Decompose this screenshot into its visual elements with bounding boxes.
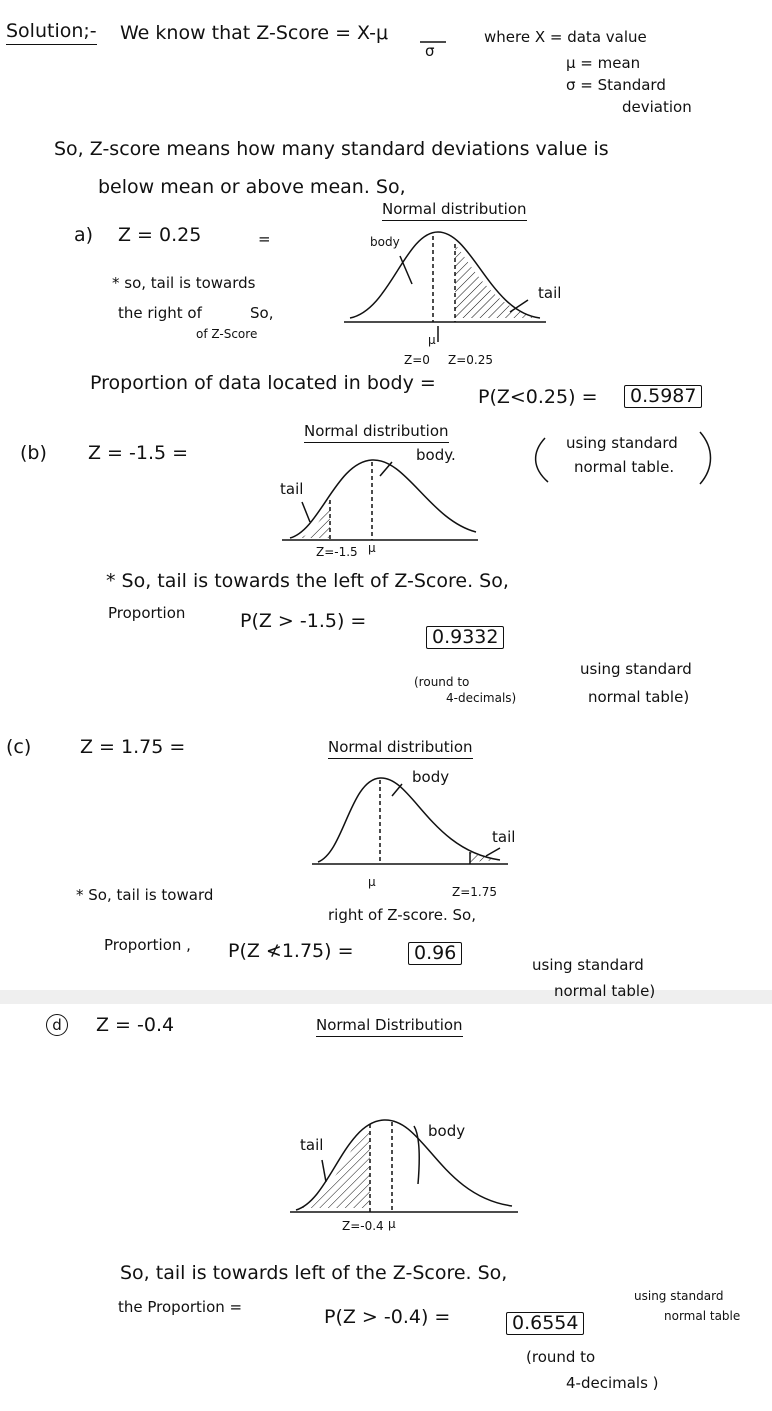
part-d-round-2: 4-decimals ) — [566, 1374, 659, 1392]
meaning-line-1: So, Z-score means how many standard deviations value is — [54, 138, 609, 160]
where-sigma-2: deviation — [622, 98, 692, 116]
part-d-prob-expr: P(Z > -0.4) = — [324, 1306, 451, 1328]
part-a-body-label: body — [370, 235, 400, 249]
part-a-graph-title: Normal distribution — [382, 202, 527, 221]
part-b-table-note-1: using standard — [566, 434, 678, 452]
part-d-z-label: Z=-0.4 — [342, 1219, 384, 1233]
part-b-table2-1: using standard — [580, 660, 692, 678]
where-sigma: σ = Standard — [566, 76, 666, 94]
part-b-body-label: body. — [416, 446, 456, 464]
part-b-table2-2: normal table) — [588, 688, 690, 706]
part-d-label: d — [46, 1014, 68, 1036]
part-d-mu: μ — [388, 1217, 396, 1231]
part-c-tail-label: tail — [492, 828, 516, 846]
part-d-round-1: (round to — [526, 1348, 596, 1366]
part-d-body-label: body — [428, 1122, 466, 1140]
part-a-note-2b: So, — [250, 304, 274, 322]
part-c-graph-title: Normal distribution — [328, 740, 473, 759]
part-d-curve — [290, 1120, 518, 1212]
part-d-z: Z = -0.4 — [96, 1014, 175, 1036]
part-c-note-1: * So, tail is toward — [76, 886, 214, 904]
meaning-line-2: below mean or above mean. So, — [98, 176, 406, 198]
part-a-mu: μ — [428, 333, 436, 347]
part-b-mu: μ — [368, 541, 376, 555]
part-c-curve — [312, 778, 508, 864]
part-b-proportion-label: Proportion — [108, 604, 186, 622]
part-c-note-2: right of Z-score. So, — [328, 906, 476, 924]
part-d-note: So, tail is towards left of the Z-Score. So, — [120, 1262, 508, 1284]
part-c-label: (c) — [6, 736, 32, 758]
part-a-prob-expr: P(Z<0.25) = — [478, 386, 598, 408]
part-b-prob-expr: P(Z > -1.5) = — [240, 610, 367, 632]
part-a-curve — [344, 232, 546, 342]
part-d-table-2: normal table — [664, 1309, 741, 1323]
part-b-answer: 0.9332 — [426, 626, 504, 649]
part-c-proportion-label: Proportion , — [104, 936, 191, 954]
part-a-tail-label: tail — [538, 284, 562, 302]
part-c-mu: μ — [368, 875, 376, 889]
part-b-curve — [282, 432, 711, 540]
part-c-z-label: Z=1.75 — [452, 885, 497, 899]
part-c-prob-expr: P(Z ≮1.75) = — [228, 940, 354, 962]
part-a-answer: 0.5987 — [624, 385, 702, 408]
part-c-table-2: normal table) — [554, 982, 656, 1000]
part-a-note-2: the right of — [118, 304, 202, 322]
where-x: where X = data value — [484, 28, 647, 46]
part-c-answer: 0.96 — [408, 942, 462, 965]
part-a-proportion-text: Proportion of data located in body = — [90, 372, 436, 394]
part-a-z0: Z=0 — [404, 353, 430, 367]
part-d-graph-title: Normal Distribution — [316, 1018, 463, 1037]
part-a-note-3: of Z-Score — [196, 327, 258, 341]
part-a-z025: Z=0.25 — [448, 353, 493, 367]
part-c-z: Z = 1.75 = — [80, 736, 186, 758]
part-b-round-2: 4-decimals) — [446, 691, 517, 705]
solution-label: Solution;- — [6, 22, 97, 45]
part-c-body-label: body — [412, 768, 450, 786]
part-b-label: (b) — [20, 442, 47, 464]
part-d-answer: 0.6554 — [506, 1312, 584, 1335]
part-b-z: Z = -1.5 = — [88, 442, 189, 464]
part-b-table-note-2: normal table. — [574, 458, 675, 476]
part-d-proportion-label: the Proportion = — [118, 1298, 243, 1316]
part-d-tail-label: tail — [300, 1136, 324, 1154]
part-a-eq: = — [258, 230, 271, 248]
part-c-table-1: using standard — [532, 956, 644, 974]
formula-text: We know that Z-Score = X-μ — [120, 22, 389, 44]
part-b-graph-title: Normal distribution — [304, 424, 449, 443]
part-b-z-label: Z=-1.5 — [316, 545, 358, 559]
part-b-tail-label: tail — [280, 480, 304, 498]
where-mu: μ = mean — [566, 54, 641, 72]
part-b-round-1: (round to — [414, 675, 470, 689]
formula-denominator: σ — [425, 42, 435, 60]
part-b-note: * So, tail is towards the left of Z-Score. So, — [106, 570, 509, 592]
part-a-note-1: * so, tail is towards — [112, 274, 256, 292]
part-a-label: a) — [74, 224, 94, 246]
part-a-z: Z = 0.25 — [118, 224, 202, 246]
part-d-table-1: using standard — [634, 1289, 724, 1303]
